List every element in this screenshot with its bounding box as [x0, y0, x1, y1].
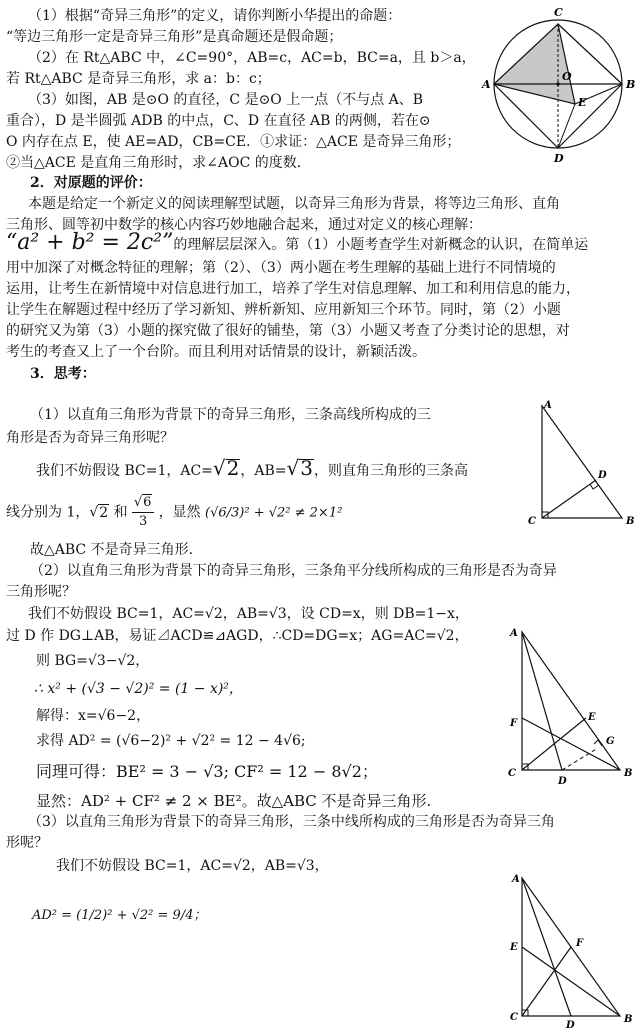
med-label-c: C — [510, 1012, 518, 1023]
s3-bisector-line-1: （2）以直角三角形为背景下的奇异三角形，三条角平分线所构成的三角形是否为奇异 — [30, 563, 557, 579]
q2-line-b: 若 Rt△ABC 是奇异三角形，求 a：b：c； — [6, 71, 271, 87]
section2-line-2: 三角形、圆等初中数学的核心内容巧妙地融合起来，通过对定义的核心理解： — [6, 217, 482, 233]
s3-bisector-line-4: 过 D 作 DG⊥AB，易证⊿ACD≌⊿AGD，∴CD=DG=x；AG=AC=√2， — [6, 628, 469, 644]
section2-heading: 2．对原题的评价： — [30, 175, 152, 191]
altitude-figure — [522, 396, 642, 528]
bis-label-b: B — [624, 768, 633, 779]
sqrt2-display-icon: √2 — [212, 456, 240, 480]
circle-label-e: E — [578, 96, 587, 109]
circle-label-a: A — [482, 78, 491, 91]
sqrt3-display-icon: √3 — [286, 456, 314, 480]
alt-label-b: B — [626, 516, 635, 527]
s3-median-line-1: （3）以直角三角形为背景下的奇异三角形，三条中线所构成的三角形是否为奇异三角 — [28, 814, 555, 830]
bis-label-f: F — [510, 718, 518, 729]
bisector-figure — [500, 618, 642, 790]
frac-sqrt6-over-3-icon: √6 3 — [132, 494, 154, 531]
s3-altitude-line-3 — [36, 458, 468, 482]
circle-label-o: O — [562, 70, 572, 83]
median-figure — [500, 866, 642, 1032]
bis-label-e: E — [588, 712, 596, 723]
section2-line-3-tail: 的理解层层深入。第（1）小题考查学生对新概念的认识，在简单运 — [173, 237, 589, 253]
section3-heading: 3．思考： — [30, 366, 96, 382]
s3-a4-pre: 线分别为 1， — [6, 504, 90, 521]
bis-label-c: C — [508, 768, 516, 779]
med-label-e: E — [510, 942, 518, 953]
s3-bisector-line-9: 同理可得：BE² = 3 − √3; CF² = 12 − 8√2； — [36, 762, 378, 781]
q3-line-b: 重合），D 是半圆弧 ADB 的中点，C、D 在直径 AB 的两侧，若在⊙ — [6, 113, 431, 129]
section2-line-8: 考生的考查又上了一个台阶。而且利用对话情景的设计，新颖活泼。 — [6, 344, 426, 360]
section2-line-6: 让学生在解题过程中经历了学习新知、辨析新知、应用新知三个环节。同时，第（2）小题 — [6, 302, 561, 318]
alt-label-d: D — [598, 470, 607, 481]
s3-median-line-4: AD² = (1/2)² + √2² = 9/4； — [32, 908, 207, 923]
s3-altitude-line-5: 故△ABC 不是奇异三角形. — [30, 542, 194, 558]
alt-label-c: C — [528, 516, 536, 527]
med-label-b: B — [624, 1014, 633, 1025]
med-label-f: F — [576, 938, 584, 949]
bis-label-d: D — [558, 776, 567, 787]
section2-line-5: 运用，让考生在新情境中对信息进行加工，培养了学生对信息理解、加工和利用信息的能力， — [6, 281, 580, 297]
s3-bisector-line-10: 显然：AD² + CF² ≠ 2 × BE²。故△ABC 不是奇异三角形. — [36, 792, 432, 810]
med-label-d: D — [566, 1020, 575, 1031]
s3-altitude-line-1: （1）以直角三角形为背景下的奇异三角形，三条高线所构成的三 — [30, 407, 431, 423]
s3-bisector-line-7: 解得：x=√6−2， — [36, 708, 151, 724]
q1-line-a: （1）根据“奇异三角形”的定义，请你判断小华提出的命题： — [28, 8, 402, 24]
s3-median-line-3: 我们不妨假设 BC=1，AC=√2，AB=√3， — [56, 858, 329, 874]
q1-line-b: “等边三角形一定是奇异三角形”是真命题还是假命题； — [6, 29, 343, 45]
q3-line-a: （3）如图，AB 是⊙O 的直径，C 是⊙O 上一点（不与点 A、B — [28, 92, 424, 108]
s3-a3-pre: 我们不妨假设 BC=1，AC= — [36, 463, 213, 479]
circle-label-b: B — [626, 78, 636, 91]
s3-median-line-2: 形呢？ — [6, 835, 48, 851]
bis-label-g: G — [606, 736, 615, 747]
s3-bisector-line-2: 三角形呢？ — [6, 584, 76, 600]
s3-altitude-line-4: 线分别为 1，√2 和 √6 3 ，显然 (√6/3)² + √2² ≠ 2×1² — [6, 495, 343, 529]
s3-a4-ineq: (√6/3)² + √2² ≠ 2×1² — [205, 505, 343, 521]
s3-bisector-line-3: 我们不妨假设 BC=1，AC=√2，AB=√3，设 CD=x，则 DB=1−x， — [28, 606, 469, 622]
section2-line-1: 本题是给定一个新定义的阅读理解型试题，以奇异三角形为背景，将等边三角形、直角 — [28, 196, 560, 212]
alt-label-a: A — [544, 400, 552, 411]
q3-line-c: O 内存在点 E，使 AE=AD，CB=CE．①求证：△ACE 是奇异三角形； — [6, 134, 461, 150]
circle-figure — [478, 2, 640, 166]
q3-line-d: ②当△ACE 是直角三角形时，求∠AOC 的度数． — [6, 155, 311, 171]
s3-a3-mid: ，AB= — [240, 463, 287, 479]
s3-a3-post: ，则直角三角形的三条高 — [314, 463, 469, 479]
bis-label-a: A — [510, 628, 518, 639]
s3-a4-obv: ，显然 — [158, 504, 201, 521]
section2-line-4: 用中加深了对概念特征的理解；第（2）、（3）两小题在考生理解的基础上进行不同情境的 — [6, 260, 556, 276]
s3-bisector-line-8: 求得 AD² = (√6−2)² + √2² = 12 − 4√6; — [36, 733, 306, 749]
s3-bisector-line-6: ∴ x² + (√3 − √2)² = (1 − x)²， — [34, 681, 243, 697]
circle-label-c: C — [554, 6, 563, 19]
section2-line-7: 的研究又为第（3）小题的探究做了很好的铺垫，第（3）小题又考查了分类讨论的思想，对 — [6, 323, 570, 339]
section2-formula: “a² + b² = 2c²” — [6, 230, 174, 255]
circle-label-d: D — [554, 152, 564, 165]
q2-line-a: （2）在 Rt△ABC 中，∠C=90°，AB=c，AC=b，BC=a，且 b＞a， — [28, 50, 476, 66]
s3-bisector-line-5: 则 BG=√3−√2， — [36, 653, 150, 669]
s3-altitude-line-2: 角形是否为奇异三角形呢？ — [6, 430, 174, 446]
med-label-a: A — [512, 874, 520, 885]
s3-a4-and: 和 — [113, 504, 128, 521]
